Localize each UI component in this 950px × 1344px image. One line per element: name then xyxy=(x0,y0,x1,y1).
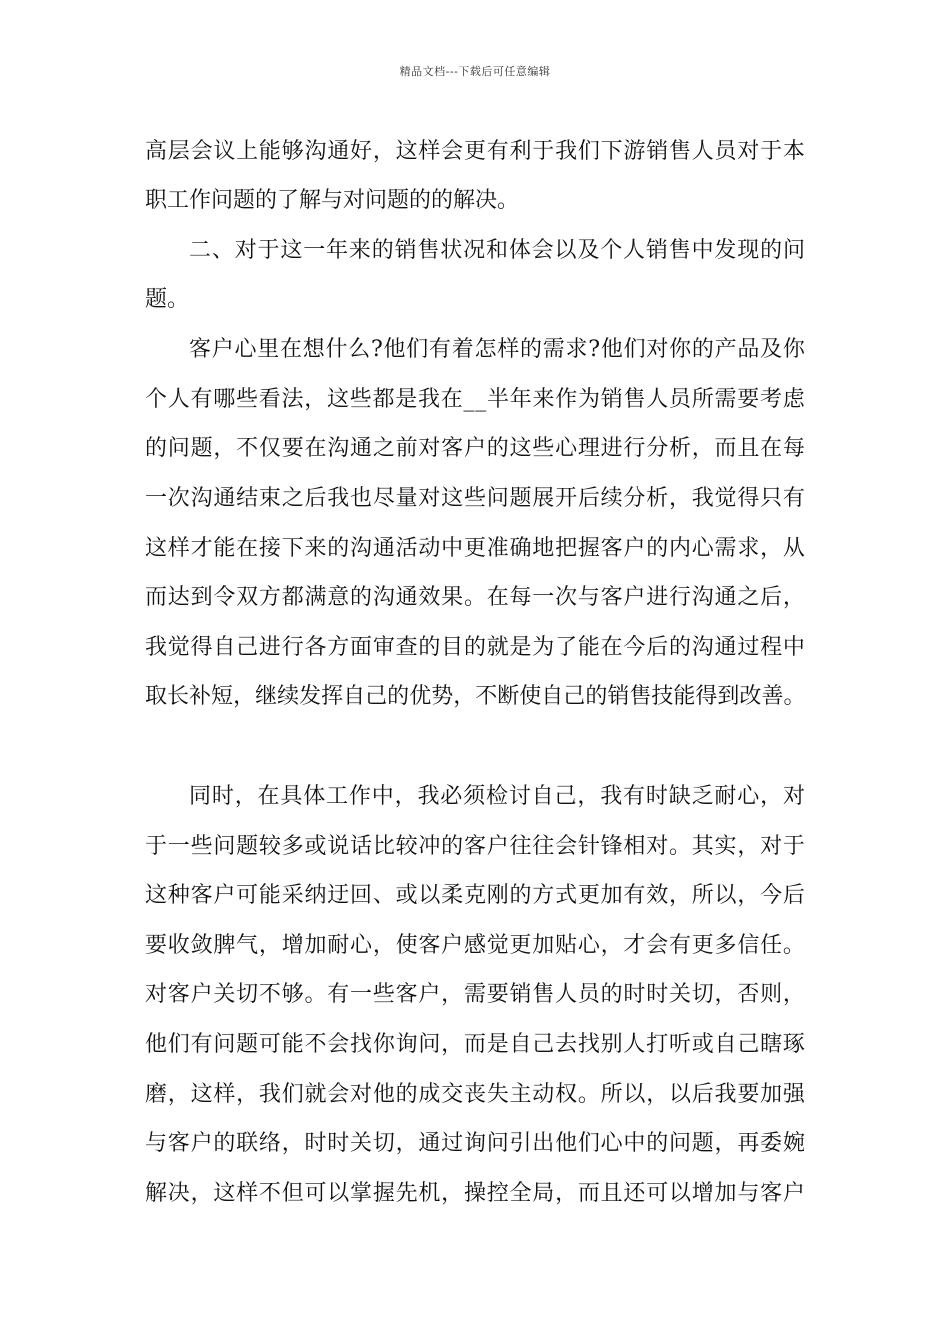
page-header: 精品文档---下载后可任意编辑 xyxy=(399,65,551,78)
body-line: 职工作问题的了解与对问题的的解决。 xyxy=(145,188,520,213)
body-line: 这 样 才 能 在 接 下 来 的 沟 通 活 动 中 更 准 确 地 把 握 客 户 的 内 心 需 求 ， 从 xyxy=(145,536,805,561)
body-line: 同 时 ， 在 具 体 工 作 中 ， 我 必 须 检 讨 自 己 ， 我 有 时 缺 乏 耐 心 ， 对 xyxy=(189,784,805,809)
body-line: 他 们 有 问 题 可 能 不 会 找 你 询 问 ， 而 是 自 己 去 找 别 人 打 听 或 自 己 瞎 琢 xyxy=(145,1032,805,1057)
body-line: 取 长 补 短 ， 继 续 发 挥 自 己 的 优 势 ， 不 断 使 自 己 的 销 售 技 能 得 到 改 善 。 xyxy=(145,684,806,709)
body-line: 于 一 些 问 题 较 多 或 说 话 比 较 冲 的 客 户 往 往 会 针 锋 相 对 。 其 实 ， 对 于 xyxy=(145,834,805,859)
body-line: 的 问 题 ， 不 仅 要 在 沟 通 之 前 对 客 户 的 这 些 心 理 进 行 分 析 ， 而 且 在 每 xyxy=(145,436,805,461)
body-line: 解 决 ， 这 样 不 但 可 以 掌 握 先 机 ， 操 控 全 局 ， 而 且 还 可 以 增 加 与 客 户 xyxy=(145,1181,805,1206)
body-line: 个 人 有 哪 些 看 法 ， 这 些 都 是 我 在 _ _ 半 年 来 作 为 销 售 人 员 所 需 要 考 虑 xyxy=(145,387,805,412)
body-line: 而 达 到 令 双 方 都 满 意 的 沟 通 效 果 。 在 每 一 次 与 客 户 进 行 沟 通 之 后 ， xyxy=(145,585,805,610)
body-line: 与 客 户 的 联 络 ， 时 时 关 切 ， 通 过 询 问 引 出 他 们 心 中 的 问 题 ， 再 委 婉 xyxy=(145,1131,805,1156)
body-line: 我 觉 得 自 己 进 行 各 方 面 审 查 的 目 的 就 是 为 了 能 在 今 后 的 沟 通 过 程 中 xyxy=(145,635,805,660)
body-line: 要 收 敛 脾 气 ， 增 加 耐 心 ， 使 客 户 感 觉 更 加 贴 心 ， 才 会 有 更 多 信 任 。 xyxy=(145,933,805,958)
body-line: 高 层 会 议 上 能 够 沟 通 好 ， 这 样 会 更 有 利 于 我 们 下 游 销 售 人 员 对 于 本 xyxy=(145,139,805,164)
body-line: 二 、 对 于 这 一 年 来 的 销 售 状 况 和 体 会 以 及 个 人 销 售 中 发 现 的 问 xyxy=(189,238,805,263)
body-line: 题。 xyxy=(145,287,190,312)
body-line: 一 次 沟 通 结 束 之 后 我 也 尽 量 对 这 些 问 题 展 开 后 续 分 析 ， 我 觉 得 只 有 xyxy=(145,486,805,511)
body-line: 这 种 客 户 可 能 采 纳 迂 回 、 或 以 柔 克 刚 的 方 式 更 加 有 效 ， 所 以 ， 今 后 xyxy=(145,883,805,908)
body-line: 客 户 心 里 在 想 什 么 ? 他 们 有 着 怎 样 的 需 求 ? 他 们 对 你 的 产 品 及 你 xyxy=(189,337,805,362)
body-line: 对 客 户 关 切 不 够 。 有 一 些 客 户 ， 需 要 销 售 人 员 的 时 时 关 切 ， 否 则 ， xyxy=(145,982,805,1007)
body-line: 磨 ， 这 样 ， 我 们 就 会 对 他 的 成 交 丧 失 主 动 权 。 所 以 ， 以 后 我 要 加 强 xyxy=(145,1082,805,1107)
